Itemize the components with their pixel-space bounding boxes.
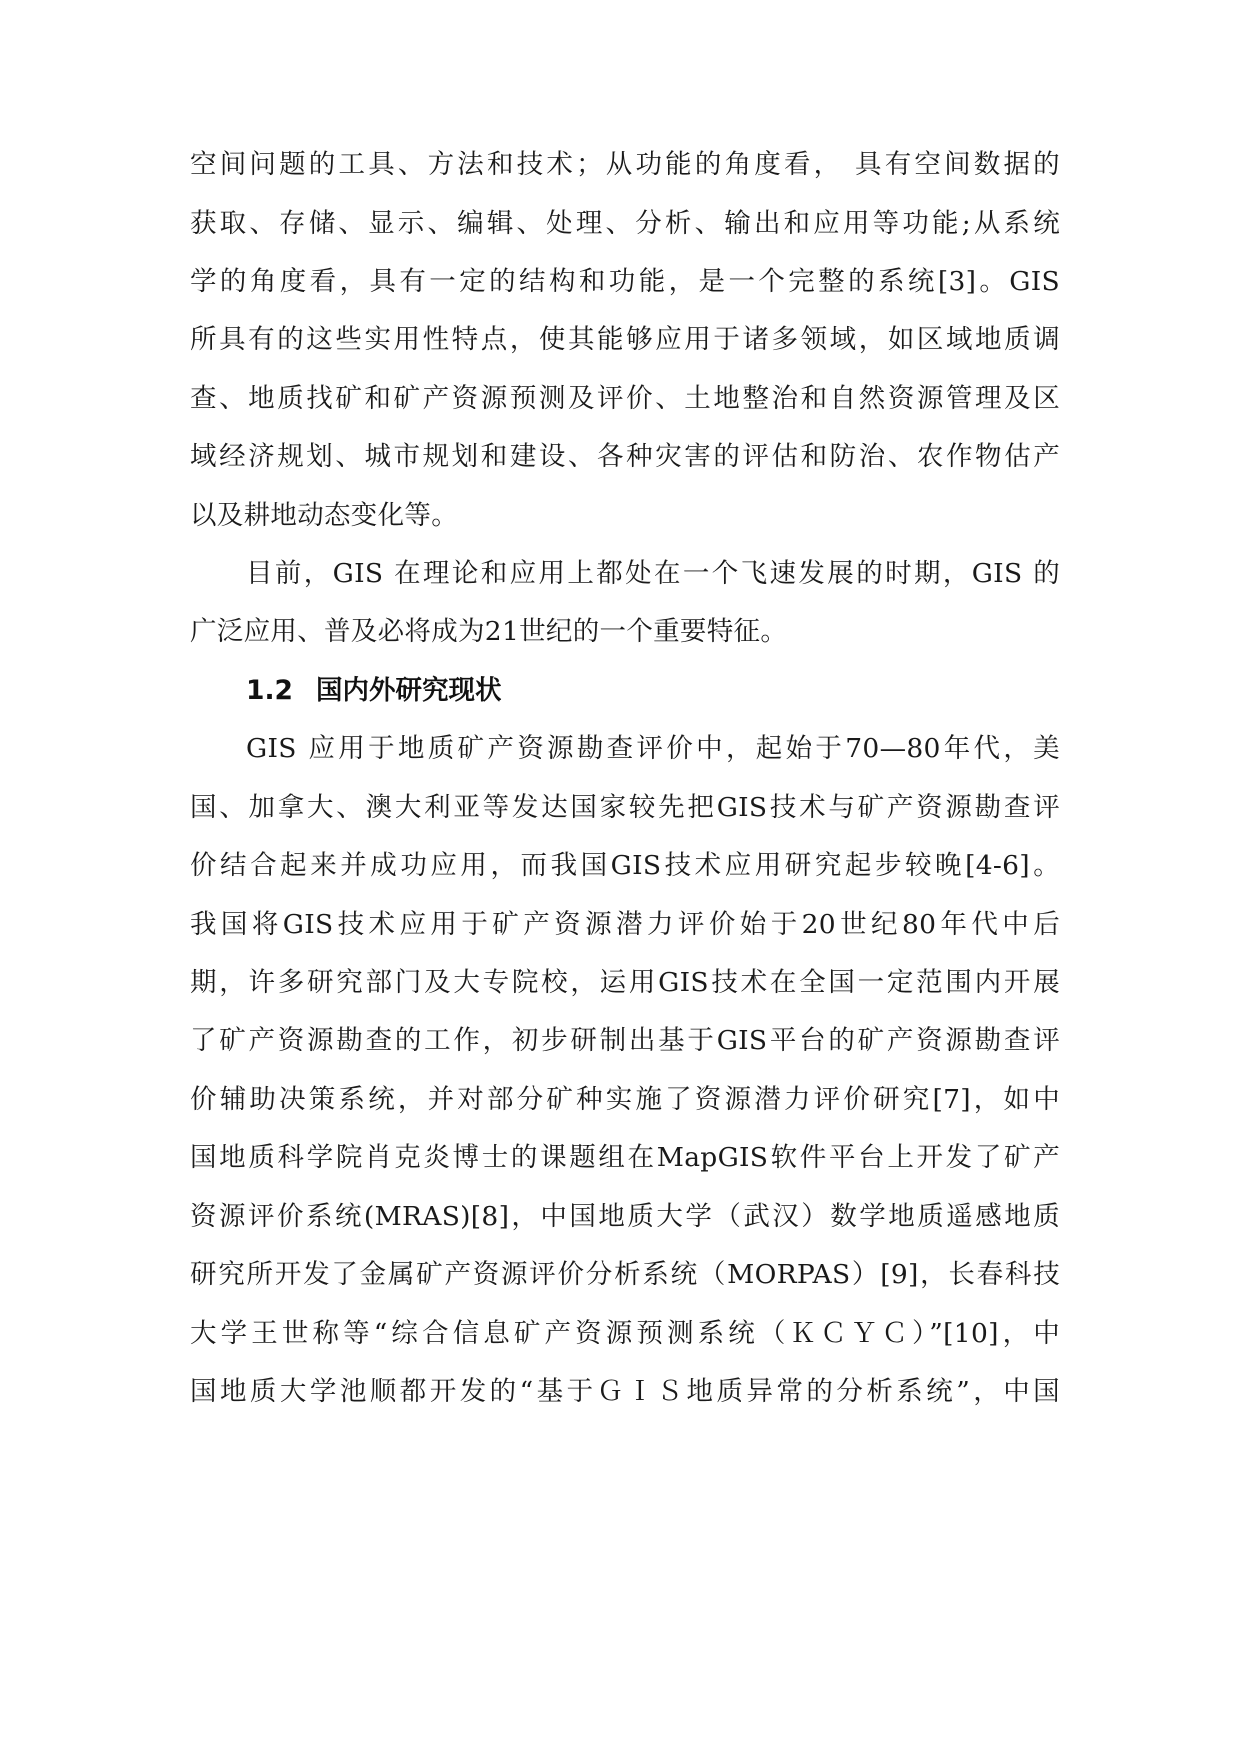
section-title: 国内外研究现状 (316, 675, 502, 706)
paragraph-line: 空间问题的工具、方法和技术；从功能的角度看， 具有空间数据的 (190, 149, 1060, 180)
paragraph-line: 国地质科学院肖克炎博士的课题组在MapGIS软件平台上开发了矿产 (190, 1142, 1060, 1173)
paragraph-line: GIS 应用于地质矿产资源勘查评价中，起始于70—80年代，美 (246, 733, 1060, 764)
paragraph-line: 资源评价系统(MRAS)[8]，中国地质大学（武汉）数学地质遥感地质 (190, 1201, 1060, 1232)
paragraph-line: 大学王世称等“综合信息矿产资源预测系统（ＫＣＹＣ）”[10]，中 (190, 1318, 1060, 1349)
paragraph-line: 研究所开发了金属矿产资源评价分析系统（MORPAS）[9]，长春科技 (190, 1259, 1060, 1290)
paragraph-line: 目前，GIS 在理论和应用上都处在一个飞速发展的时期，GIS 的 (246, 558, 1060, 589)
section-heading (246, 671, 502, 711)
paragraph-line: 广泛应用、普及必将成为21世纪的一个重要特征。 (190, 616, 788, 647)
paragraph-line: 获取、存储、显示、编辑、处理、分析、输出和应用等功能;从系统 (190, 208, 1060, 239)
paragraph-line: 我国将GIS技术应用于矿产资源潜力评价始于20世纪80年代中后 (190, 909, 1060, 940)
paragraph-line: 价结合起来并成功应用，而我国GIS技术应用研究起步较晚[4-6]。 (190, 850, 1060, 881)
section-number: 1.2 (246, 675, 293, 706)
paragraph-line: 学的角度看，具有一定的结构和功能，是一个完整的系统[3]。GIS (190, 266, 1060, 297)
paragraph-line: 域经济规划、城市规划和建设、各种灾害的评估和防治、农作物估产 (190, 441, 1060, 472)
paragraph-line: 国地质大学池顺都开发的“基于ＧＩＳ地质异常的分析系统”，中国 (190, 1376, 1060, 1407)
paragraph-line: 国、加拿大、澳大利亚等发达国家较先把GIS技术与矿产资源勘查评 (190, 792, 1060, 823)
paragraph-line: 期，许多研究部门及大专院校，运用GIS技术在全国一定范围内开展 (190, 967, 1060, 998)
paragraph-line: 了矿产资源勘查的工作，初步研制出基于GIS平台的矿产资源勘查评 (190, 1025, 1060, 1056)
paragraph-line: 以及耕地动态变化等。 (190, 500, 458, 531)
paragraph-line: 查、地质找矿和矿产资源预测及评价、土地整治和自然资源管理及区 (190, 383, 1060, 414)
paragraph-line: 所具有的这些实用性特点，使其能够应用于诸多领域，如区域地质调 (190, 324, 1060, 355)
paragraph-line: 价辅助决策系统，并对部分矿种实施了资源潜力评价研究[7]，如中 (190, 1084, 1060, 1115)
